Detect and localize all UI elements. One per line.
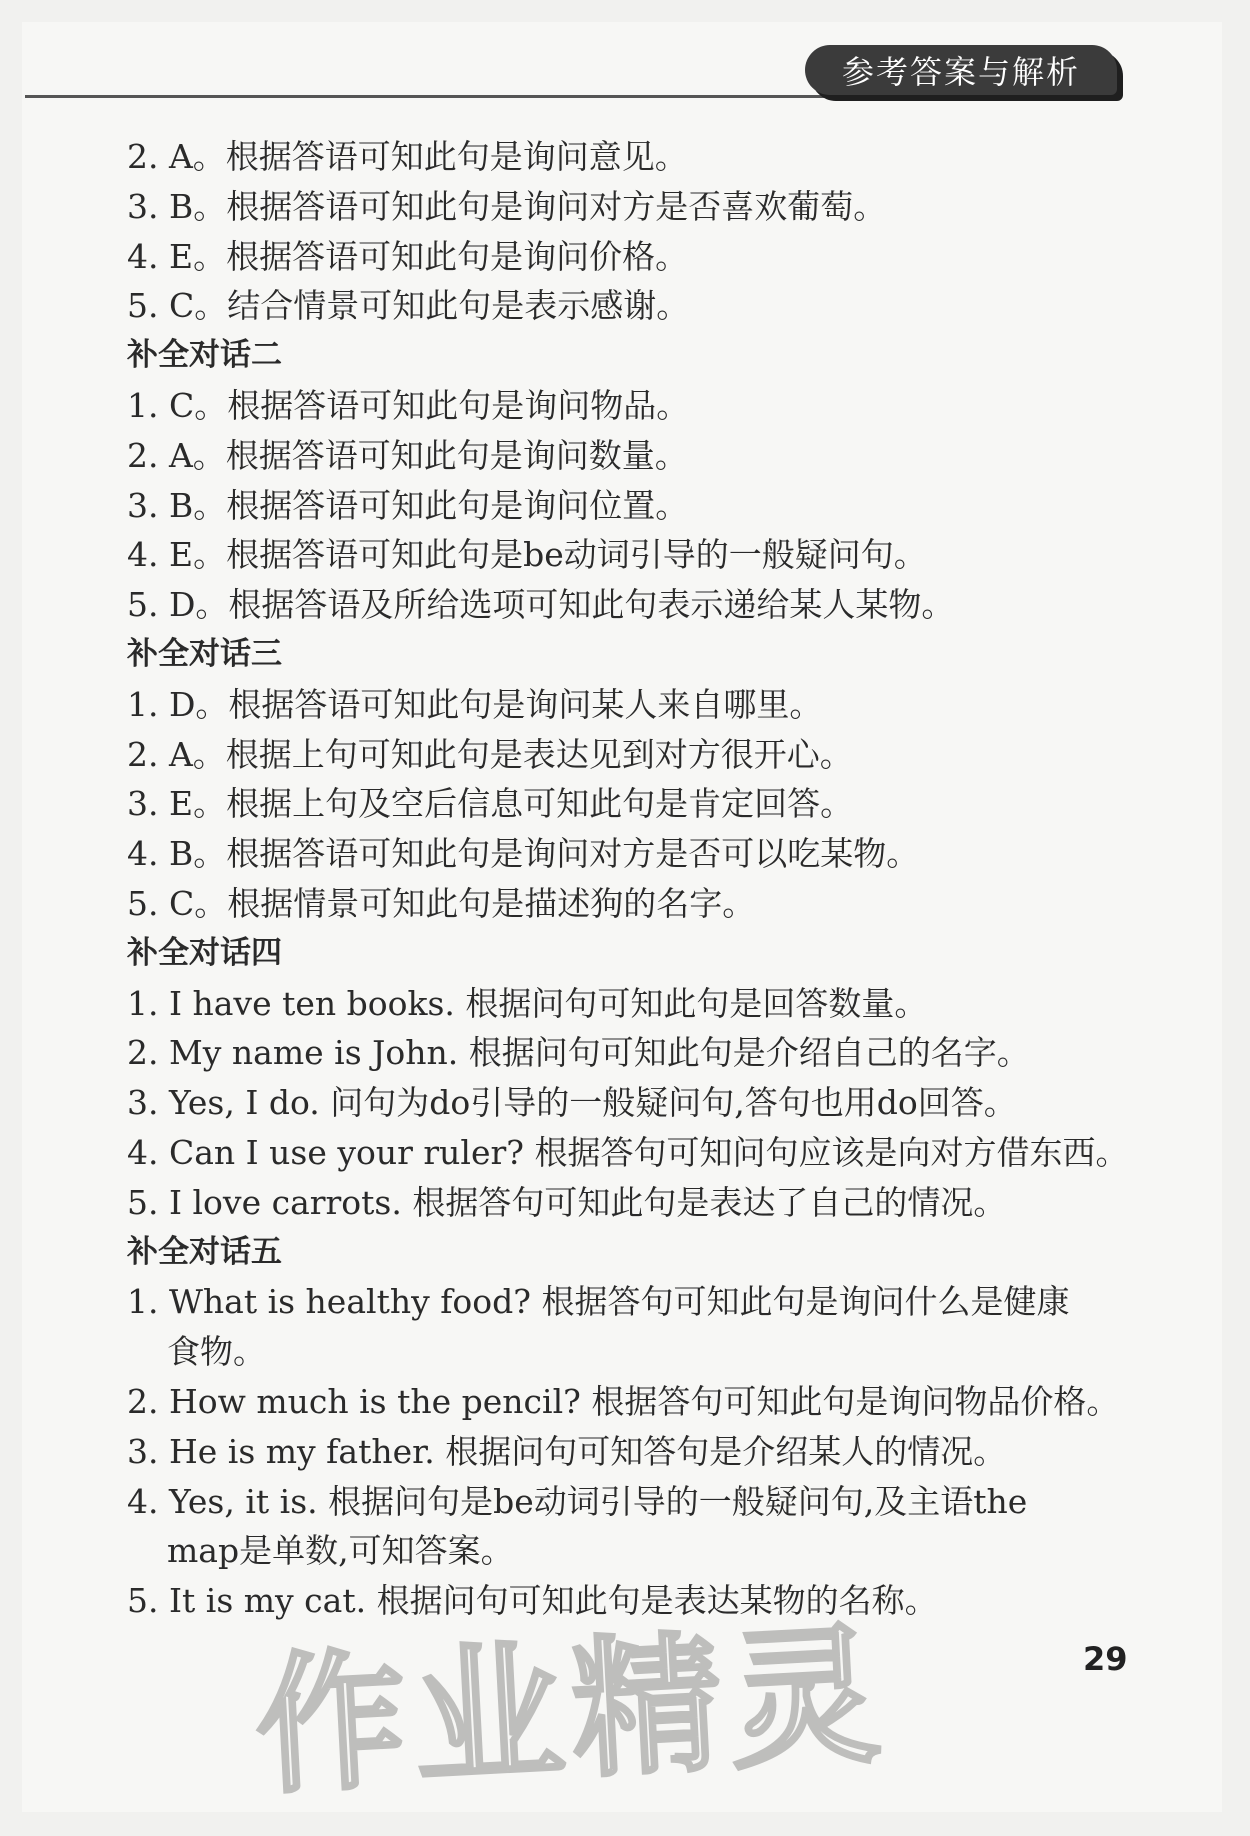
page-number: 29 (1083, 1640, 1128, 1678)
answer-line: 3. He is my father. 根据问句可知答句是介绍某人的情况。 (127, 1431, 1007, 1471)
answer-line: 食物。 (167, 1332, 266, 1372)
answer-line: 5. D。根据答语及所给选项可知此句表示递给某人某物。 (127, 585, 955, 625)
header-rule (25, 95, 1105, 98)
answer-line: 1. D。根据答语可知此句是询问某人来自哪里。 (127, 684, 823, 724)
answer-line: 5. I love carrots. 根据答句可知此句是表达了自己的情况。 (127, 1182, 1007, 1222)
answer-line: 4. Can I use your ruler? 根据答句可知问句应该是向对方借东西。 (127, 1132, 1129, 1172)
answer-line: 4. Yes, it is. 根据问句是be动词引导的一般疑问句,及主语the (127, 1481, 1028, 1521)
answer-line: 4. E。根据答语可知此句是询问价格。 (127, 236, 689, 276)
answer-line: 2. A。根据答语可知此句是询问数量。 (127, 435, 688, 475)
answer-line: 2. A。根据上句可知此句是表达见到对方很开心。 (127, 734, 853, 774)
answer-line: 1. C。根据答语可知此句是询问物品。 (127, 385, 690, 425)
section-tag: 参考答案与解析 (805, 45, 1117, 95)
answer-line: 3. B。根据答语可知此句是询问位置。 (127, 485, 689, 525)
answer-line: 3. B。根据答语可知此句是询问对方是否喜欢葡萄。 (127, 186, 887, 226)
answer-line: 5. C。根据情景可知此句是描述狗的名字。 (127, 883, 756, 923)
answer-line: 2. A。根据答语可知此句是询问意见。 (127, 137, 688, 176)
answer-line: 1. I have ten books. 根据问句可知此句是回答数量。 (127, 983, 928, 1023)
answer-line: 2. How much is the pencil? 根据答句可知此句是询问物品价格。 (127, 1381, 1120, 1421)
section-heading: 补全对话三 (127, 635, 282, 672)
answer-line: 2. My name is John. 根据问句可知此句是介绍自己的名字。 (127, 1033, 1030, 1073)
answer-line: 5. It is my cat. 根据问句可知此句是表达某物的名称。 (127, 1581, 938, 1621)
answer-line: 1. What is healthy food? 根据答句可知此句是询问什么是健康 (127, 1282, 1070, 1322)
answer-line: 3. Yes, I do. 问句为do引导的一般疑问句,答句也用do回答。 (127, 1083, 1017, 1123)
answer-line: 4. B。根据答语可知此句是询问对方是否可以吃某物。 (127, 834, 920, 874)
answer-line: 3. E。根据上句及空后信息可知此句是肯定回答。 (127, 784, 854, 824)
answer-line: 5. C。结合情景可知此句是表示感谢。 (127, 286, 690, 326)
section-heading: 补全对话四 (127, 934, 282, 971)
answer-line: 4. E。根据答语可知此句是be动词引导的一般疑问句。 (127, 535, 927, 575)
watermark-logo: 作业精灵 (251, 1608, 892, 1816)
section-heading: 补全对话二 (127, 337, 282, 374)
answer-list (127, 132, 1127, 1626)
answer-line: map是单数,可知答案。 (167, 1531, 514, 1571)
section-heading: 补全对话五 (127, 1233, 282, 1270)
